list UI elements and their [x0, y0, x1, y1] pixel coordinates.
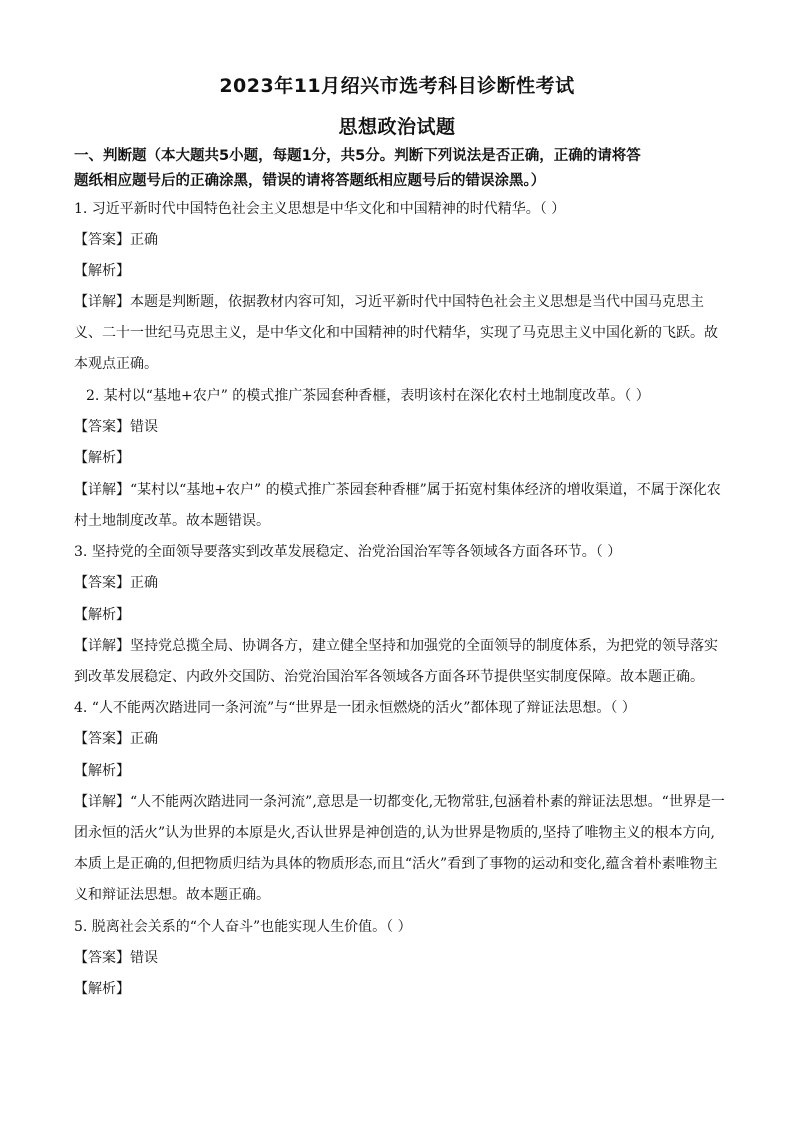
analysis-label: 【解析】 [74, 450, 130, 466]
question-3-detail-line-2: 到改革发展稳定、内政外交国防、治党治国治军各领域各方面各环节提供坚实制度保障。故本题正确。 [74, 669, 704, 685]
answer-label: 【答案】 [74, 575, 130, 591]
question-4-detail-line-1 [74, 792, 724, 812]
question-2-analysis-label [74, 448, 724, 468]
answer-label: 【答案】 [74, 419, 130, 435]
question-2-answer [74, 417, 724, 437]
question-2-detail-line-1 [74, 480, 724, 500]
question-5-stem: 5. 脱离社会关系的“个人奋斗”也能实现人生价值。（ ） [74, 919, 412, 935]
question-2-detail-line-2: 村土地制度改革。故本题错误。 [74, 513, 270, 529]
exam-title: 2023年11月绍兴市选考科目诊断性考试 [219, 75, 575, 97]
question-4-detail-line-3: 本质上是正确的,但把物质归结为具体的物质形态,而且“活火”看到了事物的运动和变化,蕴含着朴素唯物主 [74, 856, 718, 872]
question-4-stem: 4. “人不能两次踏进同一条河流”与“世界是一团永恒燃烧的活火”都体现了辩证法思想。（ ） [74, 700, 636, 716]
answer-label: 【答案】 [74, 950, 130, 966]
answer-value: 错误 [130, 419, 158, 435]
detail-text: 坚持党总揽全局、协调各方，建立健全坚持和加强党的全面领导的制度体系，为把党的领导落实 [130, 638, 718, 654]
detail-label: 【详解】 [74, 794, 130, 810]
detail-text: 本题是判断题，依据教材内容可知，习近平新时代中国特色社会主义思想是当代中国马克思主 [130, 294, 704, 310]
detail-text: “某村以“基地+农户” 的模式推广茶园套种香榧”属于拓宽村集体经济的增收渠道，不属于深化农 [130, 482, 721, 498]
section-heading-line1: 一、判断题（本大题共5小题，每题1分，共5分。判断下列说法是否正确，正确的请将答 [74, 148, 641, 164]
question-1-detail-line-1 [74, 292, 724, 312]
answer-value: 正确 [130, 232, 158, 248]
question-1-stem: 1. 习近平新时代中国特色社会主义思想是中华文化和中国精神的时代精华。（ ） [74, 201, 566, 217]
detail-label: 【详解】 [74, 482, 130, 498]
detail-text: “人不能两次踏进同一条河流”,意思是一切都变化,无物常驻,包涵着朴素的辩证法思想。“世界是一 [130, 794, 725, 810]
question-3-stem: 3. 坚持党的全面领导要落实到改革发展稳定、治党治国治军等各领域各方面各环节。（ ） [74, 544, 622, 560]
answer-value: 正确 [130, 731, 158, 747]
section-heading-line2: 题纸相应题号后的正确涂黑，错误的请将答题纸相应题号后的错误涂黑。） [74, 173, 546, 189]
question-1-detail-line-3: 本观点正确。 [74, 356, 158, 372]
detail-label: 【详解】 [74, 294, 130, 310]
detail-label: 【详解】 [74, 638, 130, 654]
question-4-answer [74, 729, 724, 749]
question-3-detail-line-1 [74, 636, 724, 656]
exam-subtitle: 思想政治试题 [338, 116, 456, 138]
question-2-stem: 2. 某村以“基地+农户” 的模式推广茶园套种香榧，表明该村在深化农村土地制度改革。（ ） [86, 388, 650, 404]
question-5-analysis-label [74, 979, 724, 999]
answer-label: 【答案】 [74, 731, 130, 747]
answer-value: 正确 [130, 575, 158, 591]
answer-label: 【答案】 [74, 232, 130, 248]
question-3-answer [74, 573, 724, 593]
question-5-answer [74, 948, 724, 968]
question-4-analysis-label [74, 761, 724, 781]
question-1-analysis-label [74, 261, 724, 281]
answer-value: 错误 [130, 950, 158, 966]
question-1-answer [74, 230, 724, 250]
analysis-label: 【解析】 [74, 263, 130, 279]
question-3-analysis-label [74, 605, 724, 625]
analysis-label: 【解析】 [74, 607, 130, 623]
question-1-detail-line-2: 义、二十一世纪马克思主义，是中华文化和中国精神的时代精华，实现了马克思主义中国化新的飞跃。故 [74, 325, 718, 341]
analysis-label: 【解析】 [74, 981, 130, 997]
analysis-label: 【解析】 [74, 763, 130, 779]
question-4-detail-line-4: 义和辩证法思想。故本题正确。 [74, 887, 270, 903]
question-4-detail-line-2: 团永恒的活火”认为世界的本原是火,否认世界是神创造的,认为世界是物质的,坚持了唯物主义的根本方向, [74, 825, 715, 841]
